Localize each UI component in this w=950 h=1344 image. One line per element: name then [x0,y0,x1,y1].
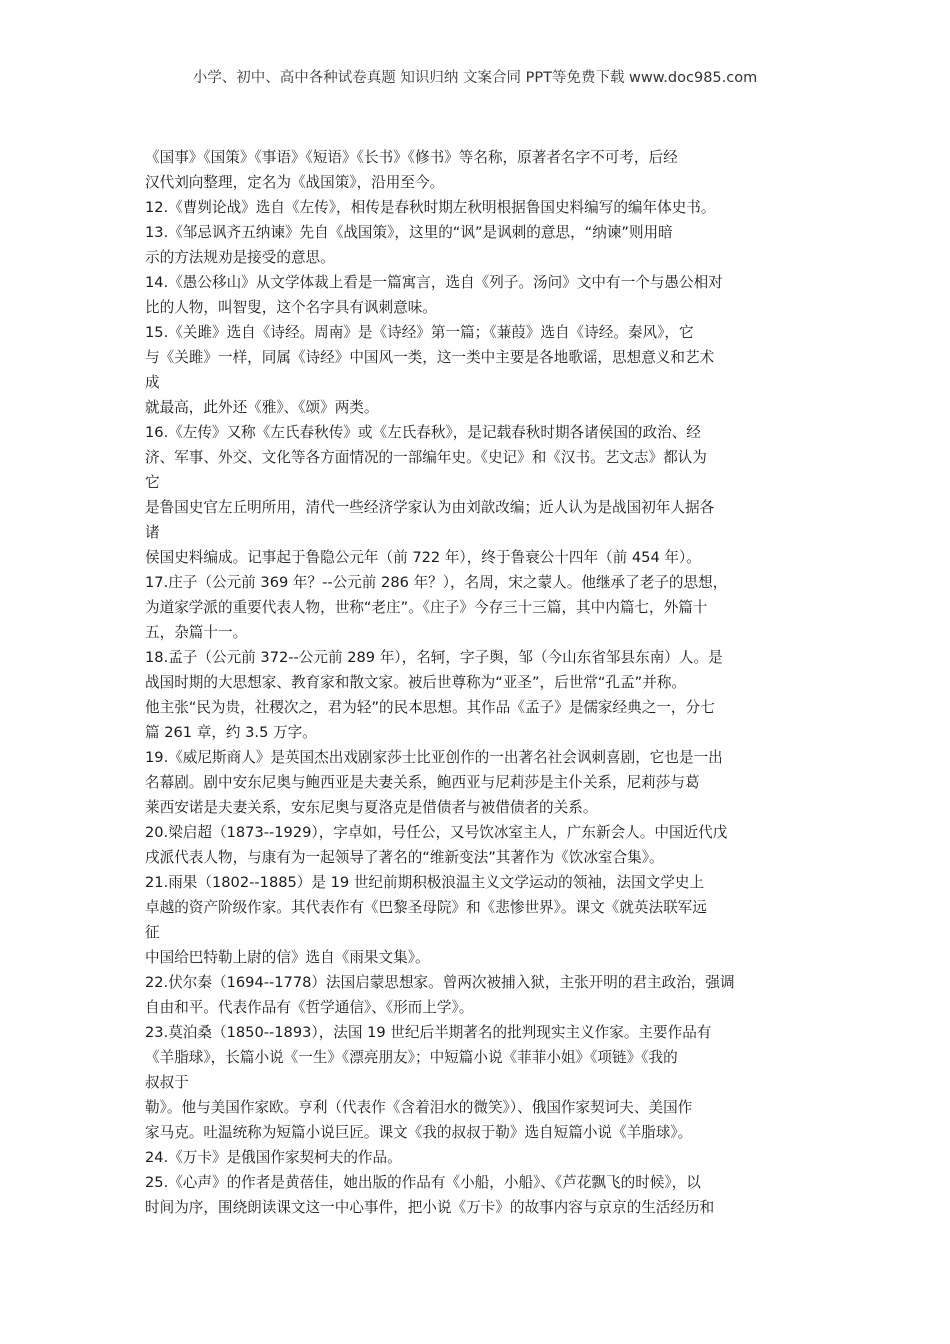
text-line: 17.庄子（公元前 369 年？--公元前 286 年？），名周，宋之蒙人。他继承了老子的思想， [145,574,728,591]
text-line: 侯国史料编成。记事起于鲁隐公元年（前 722 年），终于鲁衰公十四年（前 454 年）。 [145,549,701,566]
text-line: 23.莫泊桑（1850--1893），法国 19 世纪后半期著名的批判现实主义作家。主要作品有 [145,1024,712,1041]
text-line: 12.《曹刿论战》选自《左传》，相传是春秋时期左秋明根据鲁国史料编写的编年体史书。 [145,199,716,216]
text-line: 与《关雎》一样，同属《诗经》中国风一类，这一类中主要是各地歌谣，思想意义和艺术 [145,349,715,366]
text-line: 比的人物，叫智叟，这个名字具有讽刺意味。 [145,299,437,316]
text-line: 20.梁启超（1873--1929），字卓如，号任公，又号饮冰室主人，广东新会人。中国近代戊 [145,824,728,841]
text-line: 《国事》《国策》《事语》《短语》《长书》《修书》等名称，原著者名字不可考，后经 [145,149,678,166]
text-line: 济、军事、外交、文化等各方面情况的一部编年史。《史记》和《汉书。艺文志》都认为 [145,449,707,466]
text-line: 13.《邹忌讽齐五纳谏》先自《战国策》，这里的“讽”是讽刺的意思，“纳谏”则用暗 [145,224,673,241]
text-line: 中国给巴特勒上尉的信》选自《雨果文集》。 [145,949,430,966]
text-line: 勒》。他与美国作家欧。亨利（代表作《含着泪水的微笑》）、俄国作家契诃夫、美国作 [145,1099,693,1116]
page-header: 小学、初中、高中各种试卷真题 知识归纳 文案合同 PPT等免费下载 www.doc985.com [192,70,758,86]
text-line: 叔叔于 [145,1074,189,1091]
text-line: 家马克。吐温统称为短篇小说巨匠。课文《我的叔叔于勒》选自短篇小说《羊脂球》。 [145,1124,693,1141]
text-line: 18.孟子（公元前 372--公元前 289 年），名轲，字子舆，邹（今山东省邹县东南）人。是 [145,649,723,666]
text-line: 《羊脂球》，长篇小说《一生》《漂亮朋友》；中短篇小说《菲菲小姐》《项链》《我的 [145,1049,678,1066]
text-line: 25.《心声》的作者是黄蓓佳，她出版的作品有《小船，小船》、《芦花飘飞的时候》，以 [145,1174,701,1191]
document-body [145,145,810,1220]
text-line: 为道家学派的重要代表人物，世称“老庄”。《庄子》今存三十三篇，其中内篇七，外篇十 [145,599,708,616]
text-line: 汉代刘向整理，定名为《战国策》，沿用至今。 [145,174,445,191]
text-line: 16.《左传》又称《左氏春秋传》或《左氏春秋》，是记载春秋时期各诸侯国的政治、经 [145,424,701,441]
text-line: 24.《万卡》是俄国作家契柯夫的作品。 [145,1149,402,1166]
text-line: 五，杂篇十一。 [145,624,248,641]
text-line: 就最高，此外还《雅》、《颂》两类。 [145,399,379,416]
text-line: 19.《威尼斯商人》是英国杰出戏剧家莎士比亚创作的一出著名社会讽刺喜剧，它也是一出 [145,749,723,766]
text-line: 战国时期的大思想家、教育家和散文家。被后世尊称为“亚圣”，后世常“孔孟”并称。 [145,674,687,691]
text-line: 时间为序，围绕朗读课文这一中心事件，把小说《万卡》的故事内容与京京的生活经历和 [145,1199,715,1216]
text-line: 名幕剧。剧中安东尼奥与鲍西亚是夫妻关系，鲍西亚与尼莉莎是主仆关系，尼莉莎与葛 [145,774,700,791]
text-line: 22.伏尔秦（1694--1778）法国启蒙思想家。曾两次被捕入狱，主张开明的君主政治，强调 [145,974,735,991]
text-line: 15.《关雎》选自《诗经。周南》是《诗经》第一篇；《蒹葭》选自《诗经。秦风》，它 [145,324,694,341]
text-line: 征 [145,924,160,941]
text-line: 是鲁国史官左丘明所用，清代一些经济学家认为由刘歆改编；近人认为是战国初年人据各 [145,499,715,516]
text-line: 他主张“民为贵，社稷次之，君为轻”的民本思想。其作品《孟子》是儒家经典之一，分七 [145,699,715,716]
text-line: 篇 261 章，约 3.5 万字。 [145,724,317,741]
text-line: 成 [145,374,160,391]
text-line: 它 [145,474,160,491]
text-line: 21.雨果（1802--1885）是 19 世纪前期积极浪温主义文学运动的领袖，法国文学史上 [145,874,705,891]
text-line: 戌派代表人物，与康有为一起领导了著名的“维新变法”其著作为《饮冰室合集》。 [145,849,664,866]
text-line: 示的方法规劝是接受的意思。 [145,249,335,266]
text-line: 自由和平。代表作品有《哲学通信》、《形而上学》。 [145,999,474,1016]
text-line: 14.《愚公移山》从文学体裁上看是一篇寓言，选自《列子。汤问》文中有一个与愚公相对 [145,274,723,291]
text-line: 卓越的资产阶级作家。其代表作有《巴黎圣母院》和《悲惨世界》。课文《就英法联军远 [145,899,707,916]
text-line: 莱西安诺是夫妻关系，安东尼奥与夏洛克是借债者与被借债者的关系。 [145,799,598,816]
text-line: 诸 [145,524,160,541]
